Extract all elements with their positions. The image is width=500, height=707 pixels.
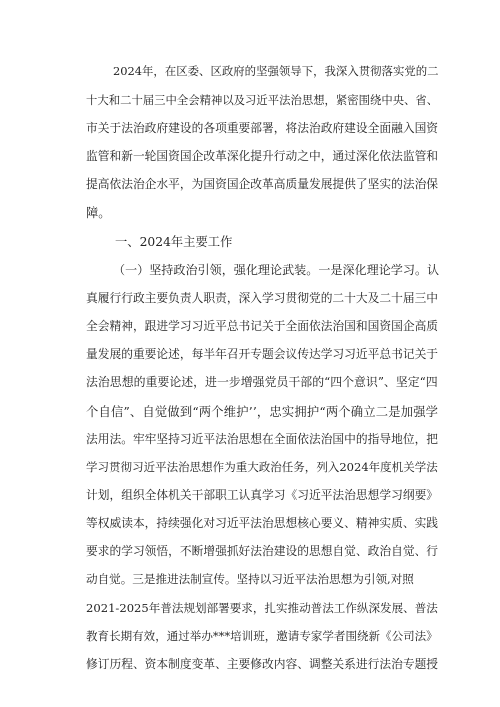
paragraph-1-line-3: 市关于法治政府建设的各项重要部署，将法治政府建设全面融入国资 [86, 121, 439, 135]
paragraph-2-line-6: 个自信”、自觉做到“两个维护’’，忠实拥护“两个确立二是加强学 [86, 405, 439, 419]
paragraph-2-line-3: 全会精神，跟进学习习近平总书记关于全面依法治国和国资国企高质 [86, 319, 439, 333]
paragraph-2-line-15: 修订历程、资本制度变革、主要修改内容、调整关系进行法治专题授 [86, 657, 439, 671]
paragraph-2-line-8: 学习贯彻习近平法治思想作为重大政治任务，列入2024年度机关学法 [86, 460, 438, 474]
paragraph-2-line-9: 计划，组织全体机关干部职工认真学习《习近平法治思想学习纲要》 [86, 488, 439, 502]
paragraph-2-line-5: 法治思想的重要论述，进一步增强党员干部的“四个意识”、坚定“四 [86, 375, 438, 389]
paragraph-2-line-7: 法用法。牢牢坚持习近平法治思想在全面依法治国中的指导地位，把 [86, 432, 439, 446]
paragraph-2-line-12: 动自觉。三是推进法制宣传。坚持以习近平法治思想为引领,对照 [86, 572, 414, 586]
paragraph-2-line-13: 2021-2025年普法规划部署要求，扎实推动普法工作纵深发展、普法 [86, 601, 438, 615]
section-heading: 一、2024年主要工作 [115, 235, 233, 249]
paragraph-1-line-2: 十大和二十届三中全会精神以及习近平法治思想，紧密围绕中央、省、 [86, 93, 439, 107]
paragraph-1-line-1: 2024年，在区委、区政府的坚强领导下，我深入贯彻落实党的二 [113, 64, 439, 78]
paragraph-2-line-4: 量发展的重要论述，每半年召开专题会议传达学习习近平总书记关于 [86, 347, 439, 361]
paragraph-2-line-10: 等权威读本，持续强化对习近平法治思想核心要义、精神实质、实践 [86, 516, 439, 530]
paragraph-1-line-4: 监管和新一轮国资国企改革深化提升行动之中，通过深化依法监管和 [86, 149, 439, 163]
paragraph-2-line-11: 要求的学习领悟，不断增强抓好法治建设的思想自觉、政治自觉、行 [86, 544, 439, 558]
paragraph-1-line-6: 障。 [86, 206, 111, 220]
paragraph-2-line-2: 真履行行政主要负责人职责，深入学习贯彻党的二十大及二十届三中 [86, 291, 439, 305]
paragraph-1-line-5: 提高依法治企水平，为国资国企改革高质量发展提供了坚实的法治保 [86, 177, 439, 191]
paragraph-2-line-1: （一）坚持政治引领，强化理论武装。一是深化理论学习。认 [113, 263, 440, 277]
paragraph-2-line-14: 教育长期有效，通过举办***培训班，邀请专家学者围绕新《公司法》 [86, 629, 438, 643]
